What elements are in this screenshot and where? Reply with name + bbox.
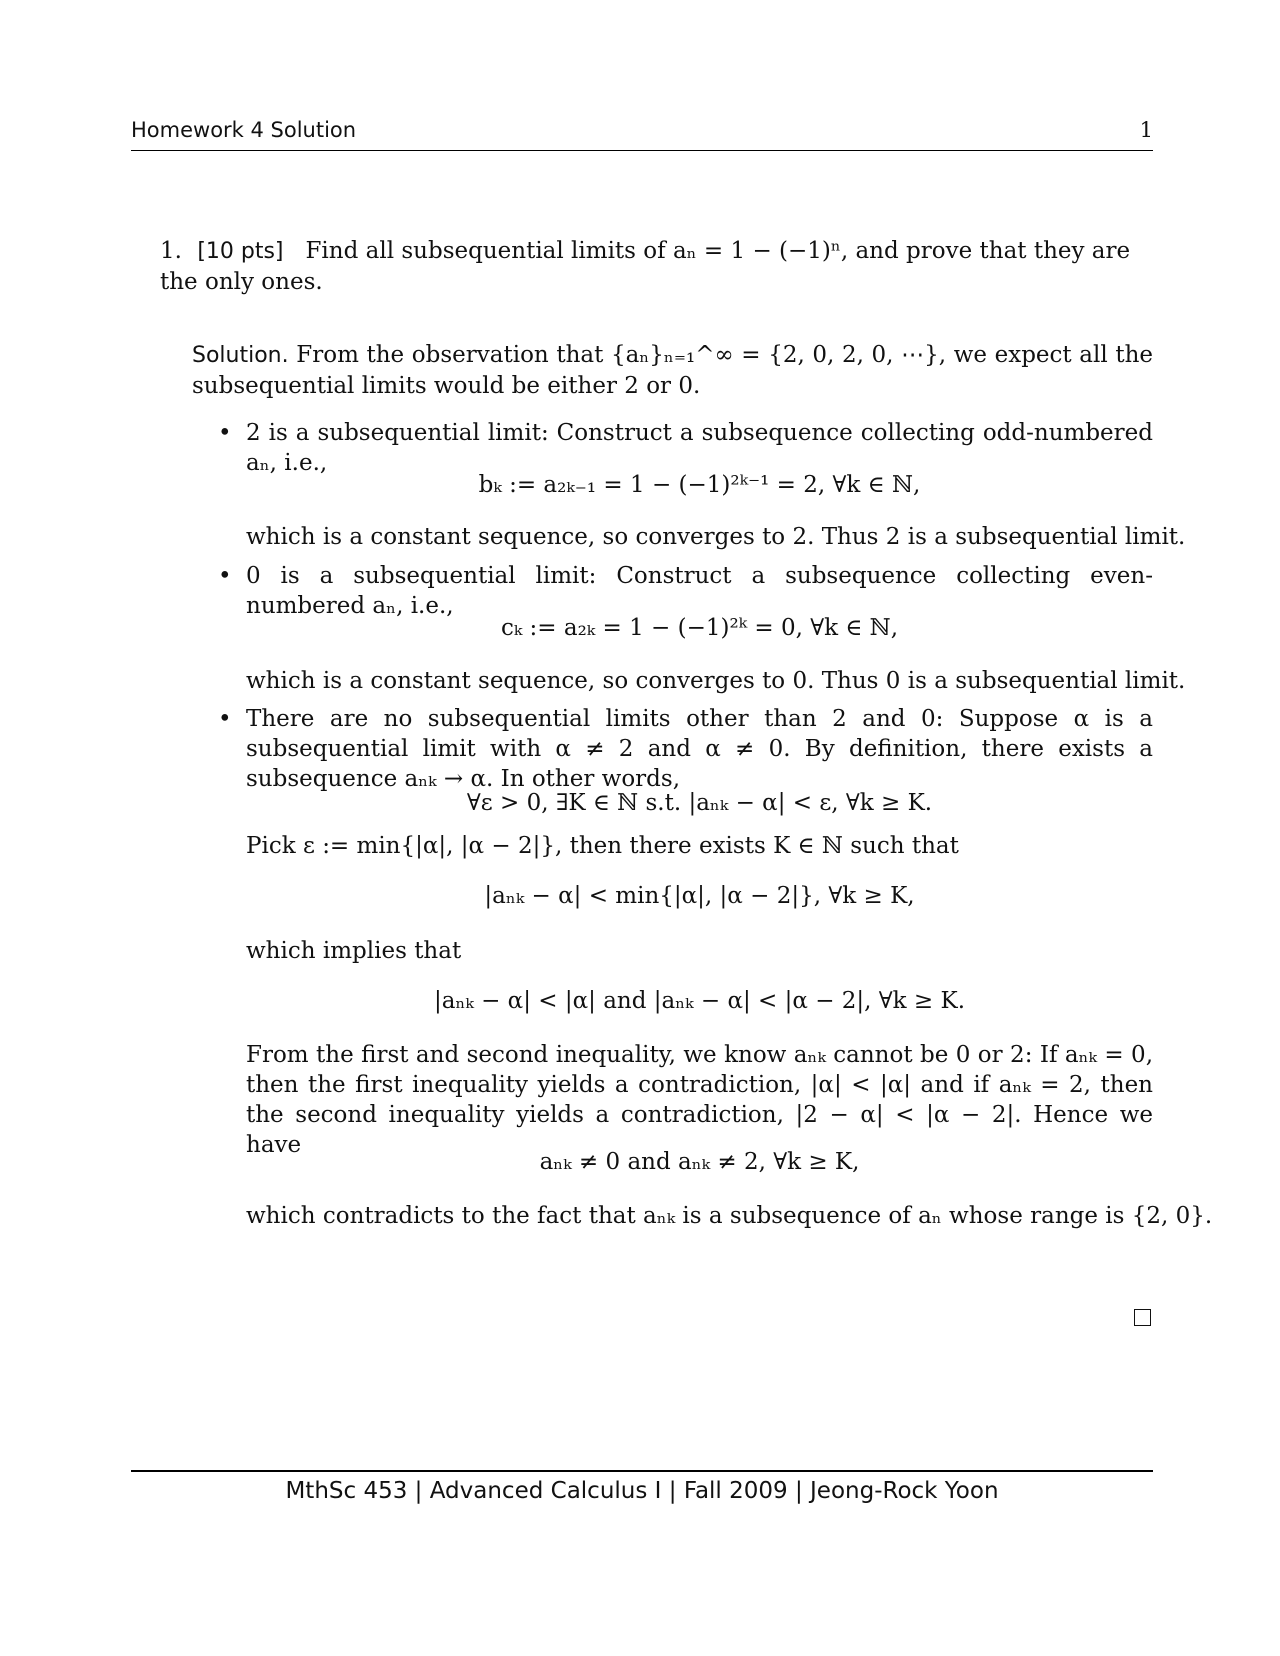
header-title: Homework 4 Solution xyxy=(131,118,357,142)
bullet-text: 0 is a subsequential limit: Construct a subsequence collecting even-numbered aₙ, i.e., xyxy=(246,563,1153,619)
equation-not-zero-not-two: aₙₖ ≠ 0 and aₙₖ ≠ 2, ∀k ≥ K, xyxy=(539,1149,860,1175)
solution-intro xyxy=(192,340,1153,401)
solution-intro-text: From the observation that {aₙ}ₙ₌₁^∞ = {2, 0, 2, 0, ⋯}, we expect all the subsequential limits would be either 2 or 0. xyxy=(192,342,1153,399)
bullet-dot: • xyxy=(218,563,232,589)
bullet-dot: • xyxy=(218,420,232,446)
bullet-item-two xyxy=(218,418,1153,478)
bullet-item-zero xyxy=(218,561,1153,621)
bullet-dot: • xyxy=(218,706,232,732)
page-footer: MthSc 453 | Advanced Calculus I | Fall 2009 | Jeong-Rock Yoon xyxy=(285,1478,999,1504)
pick-epsilon-text: Pick ε := min{|α|, |α − 2|}, then there exists K ∈ ℕ such that xyxy=(246,833,959,859)
qed-box xyxy=(1134,1309,1151,1326)
problem-points: [10 pts] xyxy=(197,239,284,264)
equation-two-inequalities: |aₙₖ − α| < |α| and |aₙₖ − α| < |α − 2|, ∀k ≥ K. xyxy=(433,988,966,1014)
header-rule xyxy=(131,150,1153,151)
problem-number: 1. xyxy=(160,238,182,264)
page-header xyxy=(131,118,1153,152)
problem-statement xyxy=(160,236,1153,297)
contradiction-paragraph: From the first and second inequality, we know aₙₖ cannot be 0 or 2: If aₙₖ = 0, then the first inequality yields a contradiction, |α| < |α| and if aₙₖ = 2, then the second inequality yields a contradiction, |2 − α| < |α − 2|. Hence we have xyxy=(246,1042,1153,1158)
bullet-after-text: which is a constant sequence, so converges to 0. Thus 0 is a subsequential limit. xyxy=(246,668,1186,694)
implies-text: which implies that xyxy=(246,938,462,964)
conclusion-text: which contradicts to the fact that aₙₖ is a subsequence of aₙ whose range is {2, 0}. xyxy=(246,1203,1213,1229)
equation-ck: cₖ := a₂ₖ = 1 − (−1)²ᵏ = 0, ∀k ∈ ℕ, xyxy=(500,615,899,641)
equation-bk: bₖ := a₂ₖ₋₁ = 1 − (−1)²ᵏ⁻¹ = 2, ∀k ∈ ℕ, xyxy=(478,472,921,498)
equation-epsilon-definition: ∀ε > 0, ∃K ∈ ℕ s.t. |aₙₖ − α| < ε, ∀k ≥ K. xyxy=(466,790,933,816)
bullet-text: 2 is a subsequential limit: Construct a subsequence collecting odd-numbered aₙ, i.e., xyxy=(246,420,1153,476)
footer-rule xyxy=(131,1470,1153,1472)
bullet-text: There are no subsequential limits other than 2 and 0: Suppose α is a subsequential limit with α ≠ 2 and α ≠ 0. By definition, there exists a subsequence aₙₖ → α. In other words, xyxy=(246,706,1153,792)
equation-min-bound: |aₙₖ − α| < min{|α|, |α − 2|}, ∀k ≥ K, xyxy=(484,883,915,909)
solution-label: Solution. xyxy=(192,343,289,368)
bullet-item-no-other-limits xyxy=(218,704,1153,794)
problem-text: Find all subsequential limits of aₙ = 1 − (−1)ⁿ, and prove that they are the only ones. xyxy=(160,238,1131,295)
bullet-after-text: which is a constant sequence, so converges to 2. Thus 2 is a subsequential limit. xyxy=(246,524,1186,550)
page-number: 1 xyxy=(1139,118,1153,142)
